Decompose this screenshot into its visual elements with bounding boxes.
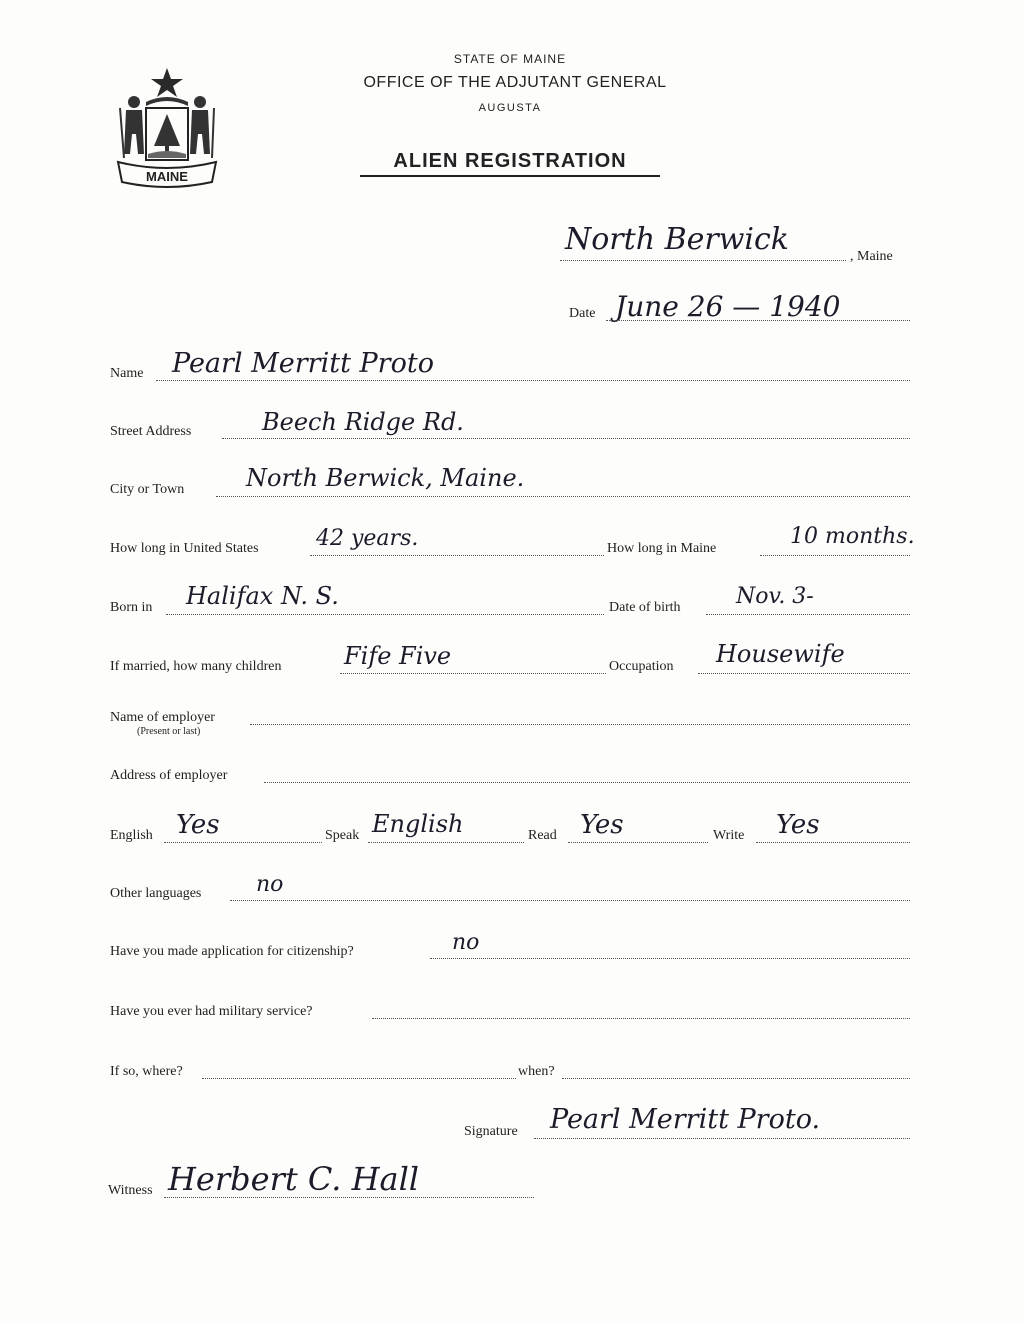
speak-value: English (372, 810, 464, 838)
witness-line (164, 1197, 534, 1198)
employer-address-line (264, 782, 910, 783)
citizenship-value: no (452, 930, 480, 955)
signature-value: Pearl Merritt Proto. (550, 1104, 821, 1135)
town-label: , Maine (850, 249, 893, 264)
occupation-label: Occupation (609, 659, 674, 674)
children-label: If married, how many children (110, 659, 282, 674)
name-value: Pearl Merritt Proto (172, 348, 434, 379)
town-value: North Berwick (565, 222, 789, 257)
form-title: ALIEN REGISTRATION (360, 150, 660, 177)
dob-value: Nov. 3- (736, 584, 814, 609)
citizenship-label: Have you made application for citizenship? (110, 944, 354, 959)
how-long-maine-value: 10 months. (790, 524, 915, 549)
where-line (202, 1078, 516, 1079)
when-line (562, 1078, 910, 1079)
witness-label: Witness (108, 1183, 153, 1198)
seal-word: MAINE (146, 169, 188, 184)
citizenship-line (430, 958, 910, 959)
other-languages-line (230, 900, 910, 901)
street-value: Beech Ridge Rd. (262, 408, 464, 436)
maine-state-seal-icon (112, 62, 222, 190)
date-line (606, 320, 910, 321)
born-in-value: Halifax N. S. (186, 582, 339, 610)
city-value: North Berwick, Maine. (246, 464, 525, 492)
city-line (216, 496, 910, 497)
state-heading: STATE OF MAINE (453, 52, 567, 66)
born-in-label: Born in (110, 600, 153, 615)
children-value: Fife Five (344, 642, 452, 670)
how-long-us-value: 42 years. (316, 526, 419, 551)
city-label: City or Town (110, 482, 185, 497)
english-value: Yes (176, 810, 220, 840)
how-long-us-line (310, 555, 604, 556)
born-in-line (166, 614, 604, 615)
name-label: Name (110, 366, 144, 381)
how-long-us-label: How long in United States (110, 541, 259, 556)
where-label: If so, where? (110, 1064, 183, 1079)
employer-address-label: Address of employer (110, 768, 228, 783)
write-label: Write (713, 828, 745, 843)
write-line (756, 842, 910, 843)
speak-line (368, 842, 524, 843)
date-label: Date (569, 306, 596, 321)
date-value: June 26 — 1940 (615, 290, 841, 323)
city-heading: AUGUSTA (478, 102, 542, 114)
office-heading: OFFICE OF THE ADJUTANT GENERAL (363, 74, 667, 91)
signature-label: Signature (464, 1124, 518, 1139)
read-line (568, 842, 708, 843)
read-value: Yes (580, 810, 624, 840)
name-line (156, 380, 910, 381)
when-label: when? (518, 1064, 555, 1079)
english-label: English (110, 828, 153, 843)
how-long-maine-label: How long in Maine (607, 541, 717, 556)
how-long-maine-line (760, 555, 910, 556)
children-line (340, 673, 606, 674)
other-languages-label: Other languages (110, 886, 202, 901)
employer-name-sublabel: (Present or last) (137, 726, 201, 737)
dob-label: Date of birth (609, 600, 681, 615)
english-line (164, 842, 322, 843)
speak-label: Speak (325, 828, 360, 843)
occupation-value: Housewife (716, 640, 845, 668)
witness-value: Herbert C. Hall (168, 1160, 420, 1198)
read-label: Read (528, 828, 557, 843)
occupation-line (698, 673, 910, 674)
military-label: Have you ever had military service? (110, 1004, 313, 1019)
dob-line (706, 614, 910, 615)
employer-name-label: Name of employer (110, 710, 215, 725)
signature-line (534, 1138, 910, 1139)
street-line (222, 438, 910, 439)
other-languages-value: no (256, 872, 284, 897)
street-label: Street Address (110, 424, 192, 439)
write-value: Yes (776, 810, 820, 840)
employer-name-line (250, 724, 910, 725)
military-line (372, 1018, 910, 1019)
town-line (560, 260, 846, 261)
